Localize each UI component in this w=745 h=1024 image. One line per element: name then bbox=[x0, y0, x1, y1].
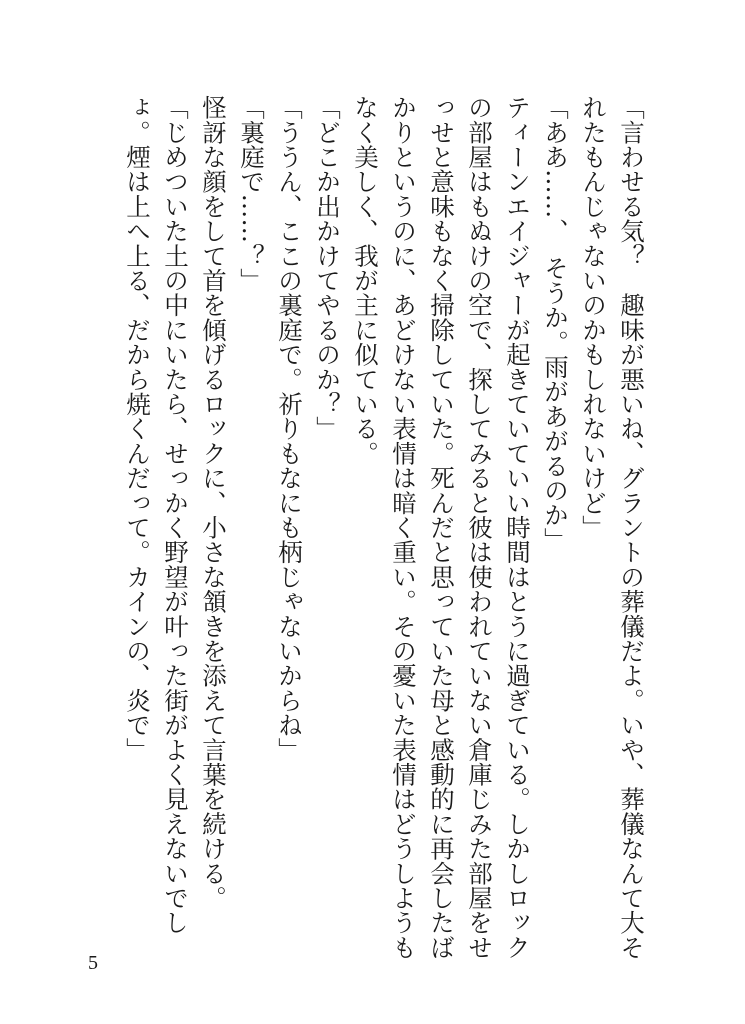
paragraph: 「裏庭で……？」 bbox=[237, 95, 266, 293]
paragraph: ティーンエイジャーが起きていていい時間はとうに過ぎている。しかしロックの部屋はもぬけの空で、探してみると彼は使われていない倉庫じみた部屋をせっせと意味もなく掃除していた。死んだと思っていた母と感動的に再会したばかりというのに、あどけない表情は暗く重い。その憂いた表情はどうしようもなく美しく、我が主に似ている。 bbox=[351, 95, 532, 960]
paragraph: 「ううん、ここの裏庭で。祈りもなにも柄じゃないからね」 bbox=[275, 95, 304, 762]
vertical-body-text bbox=[90, 95, 650, 965]
paragraph: 怪訝な顔をして首を傾げるロックに、小さな頷きを添えて言葉を続ける。 bbox=[199, 95, 228, 911]
paragraph: 「ああ……、 そうか。雨があがるのか」 bbox=[541, 95, 570, 553]
paragraph: 「どこか出かけてやるのか？」 bbox=[313, 95, 342, 441]
paragraph: 「言わせる気？ 趣味が悪いね、グラントの葬儀だよ。いや、葬儀なんて大それたもんじゃないのかもしれないけど」 bbox=[579, 95, 646, 960]
paragraph: 「じめついた土の中にいたら、せっかく野望が叶った街がよく見えないでしょ。煙は上へ上る、だから焼くんだって。カインの、炎で」 bbox=[123, 95, 190, 935]
page-number: 5 bbox=[88, 952, 98, 974]
